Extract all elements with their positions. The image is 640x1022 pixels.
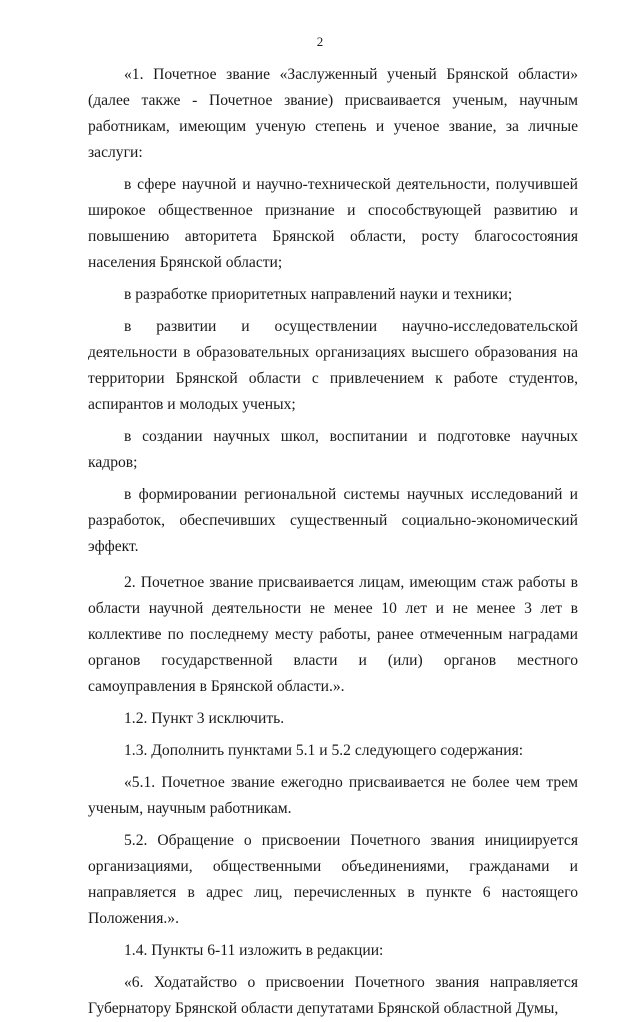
paragraph-8: 1.2. Пункт 3 исключить. [124, 710, 285, 727]
paragraph-6: в формировании региональной системы научных исследований и разработок, обеспечивших существенный социально-экономический эффект. [88, 486, 578, 555]
paragraph-13: «6. Ходатайство о присвоении Почетного звания направляется Губернатору Брянской области депутатами Брянской областной Думы, [88, 974, 578, 1017]
document-body [88, 62, 578, 1022]
page-number: 2 [316, 34, 324, 49]
paragraph-12: 1.4. Пункты 6-11 изложить в редакции: [124, 942, 384, 959]
paragraph-2: в сфере научной и научно-технической деятельности, получившей широкое общественное признание и способствующей развитию и повышению авторитета Брянской области, росту благосостояния населения Брянской области; [88, 176, 578, 271]
paragraph-4: в развитии и осуществлении научно-исследовательской деятельности в образовательных организациях высшего образования на территории Брянской области с привлечением к работе студентов, аспирантов и молодых ученых; [88, 318, 578, 413]
paragraph-1: «1. Почетное звание «Заслуженный ученый Брянской области» (далее также - Почетное звание) присваивается ученым, научным работникам, имеющим ученую степень и ученое звание, за личные заслуги: [88, 66, 578, 161]
paragraph-5: в создании научных школ, воспитании и подготовке научных кадров; [88, 428, 578, 471]
paragraph-7: 2. Почетное звание присваивается лицам, имеющим стаж работы в области научной деятельности не менее 10 лет и не менее 3 лет в коллективе по последнему месту работы, ранее отмеченным наградами органов государственной власти и (или) органов местного самоуправления в Брянской области.». [88, 574, 578, 695]
paragraph-3: в разработке приоритетных направлений науки и техники; [124, 286, 513, 303]
paragraph-10: «5.1. Почетное звание ежегодно присваивается не более чем трем ученым, научным работникам. [88, 774, 578, 817]
paragraph-11: 5.2. Обращение о присвоении Почетного звания инициируется организациями, общественными объединениями, гражданами и направляется в адрес лиц, перечисленных в пункте 6 настоящего Положения.». [88, 832, 578, 927]
paragraph-9: 1.3. Дополнить пунктами 5.1 и 5.2 следующего содержания: [124, 742, 524, 759]
